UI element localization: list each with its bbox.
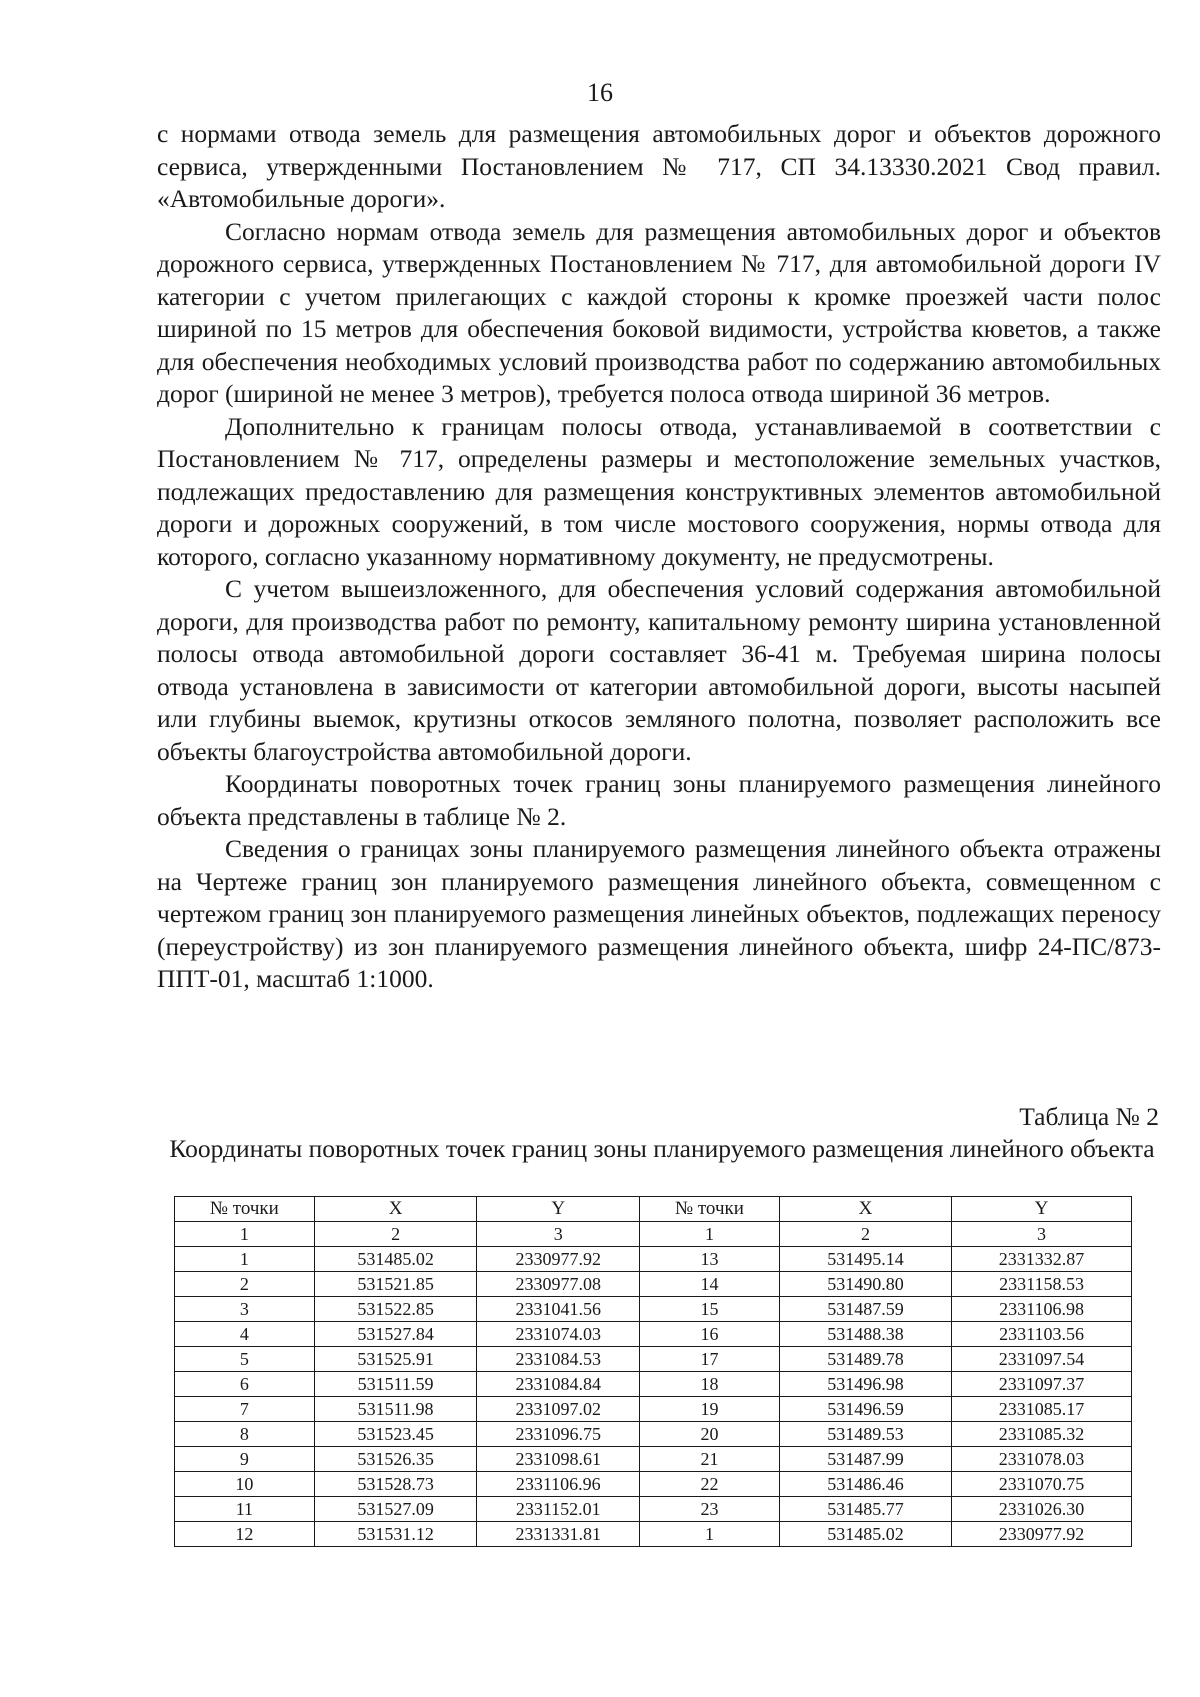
x-cell: 531527.84 bbox=[314, 1322, 477, 1347]
column-number: 1 bbox=[640, 1222, 780, 1247]
table-row bbox=[175, 1447, 1132, 1472]
table-row bbox=[175, 1497, 1132, 1522]
paragraph-2: Согласно нормам отвода земель для размещения автомобильных дорог и объектов дорожного сервиса, утвержденных Постановлением № 717, для автомобильной дороги IV категории с учетом прилегающих с каждой стороны к кромке проезжей части полос шириной по 15 метров для обеспечения боковой видимости, устройства кюветов, а также для обеспечения необходимых условий производства работ по содержанию автомобильных дорог (шириной не менее 3 метров), требуется полоса отвода шириной 36 метров. bbox=[157, 216, 1161, 408]
x-cell: 531531.12 bbox=[314, 1522, 477, 1547]
y-cell: 2330977.92 bbox=[952, 1522, 1132, 1547]
page-number: 16 bbox=[587, 78, 613, 107]
x-cell: 531526.35 bbox=[314, 1447, 477, 1472]
x-cell: 531522.85 bbox=[314, 1297, 477, 1322]
coordinates-table bbox=[174, 1196, 1132, 1547]
x-cell: 531490.80 bbox=[779, 1272, 951, 1297]
point-number-cell: 5 bbox=[175, 1347, 315, 1372]
header-point-number: № точки bbox=[175, 1197, 315, 1222]
point-number-cell: 23 bbox=[640, 1497, 780, 1522]
x-cell: 531496.59 bbox=[779, 1397, 951, 1422]
point-number-cell: 18 bbox=[640, 1372, 780, 1397]
point-number-cell: 1 bbox=[175, 1247, 315, 1272]
point-number-cell: 6 bbox=[175, 1372, 315, 1397]
x-cell: 531485.77 bbox=[779, 1497, 951, 1522]
x-cell: 531488.38 bbox=[779, 1322, 951, 1347]
point-number-cell: 2 bbox=[175, 1272, 315, 1297]
y-cell: 2331084.53 bbox=[477, 1347, 640, 1372]
x-cell: 531527.09 bbox=[314, 1497, 477, 1522]
x-cell: 531487.99 bbox=[779, 1447, 951, 1472]
paragraph-3: Дополнительно к границам полосы отвода, устанавливаемой в соответствии с Постановлением № 717, определены размеры и местоположение земельных участков, подлежащих предоставлению для размещения конструктивных элементов автомобильной дороги и дорожных сооружений, в том числе мостового сооружения, нормы отвода для которого, согласно указанному нормативному документу, не предусмотрены. bbox=[157, 411, 1161, 571]
table-body bbox=[175, 1247, 1132, 1547]
x-cell: 531511.59 bbox=[314, 1372, 477, 1397]
paragraph-1: с нормами отвода земель для размещения автомобильных дорог и объектов дорожного сервиса, утвержденными Постановлением № 717, СП 34.13330.2021 Свод правил. «Автомобильные дороги». bbox=[157, 119, 1161, 213]
column-number: 3 bbox=[952, 1222, 1132, 1247]
x-cell: 531528.73 bbox=[314, 1472, 477, 1497]
x-cell: 531495.14 bbox=[779, 1247, 951, 1272]
table-row bbox=[175, 1422, 1132, 1447]
column-number: 2 bbox=[314, 1222, 477, 1247]
y-cell: 2331078.03 bbox=[952, 1447, 1132, 1472]
y-cell: 2331041.56 bbox=[477, 1297, 640, 1322]
table-column-number-row bbox=[175, 1222, 1132, 1247]
point-number-cell: 14 bbox=[640, 1272, 780, 1297]
y-cell: 2330977.08 bbox=[477, 1272, 640, 1297]
x-cell: 531523.45 bbox=[314, 1422, 477, 1447]
table-row bbox=[175, 1472, 1132, 1497]
column-number: 3 bbox=[477, 1222, 640, 1247]
y-cell: 2331070.75 bbox=[952, 1472, 1132, 1497]
point-number-cell: 22 bbox=[640, 1472, 780, 1497]
x-cell: 531487.59 bbox=[779, 1297, 951, 1322]
y-cell: 2331084.84 bbox=[477, 1372, 640, 1397]
table-row bbox=[175, 1247, 1132, 1272]
header-point-number: № точки bbox=[640, 1197, 780, 1222]
table-label: Таблица № 2 bbox=[1019, 1102, 1159, 1131]
header-y: Y bbox=[952, 1197, 1132, 1222]
x-cell: 531485.02 bbox=[779, 1522, 951, 1547]
x-cell: 531485.02 bbox=[314, 1247, 477, 1272]
point-number-cell: 1 bbox=[640, 1522, 780, 1547]
point-number-cell: 21 bbox=[640, 1447, 780, 1472]
table-row bbox=[175, 1522, 1132, 1547]
y-cell: 2331152.01 bbox=[477, 1497, 640, 1522]
x-cell: 531489.78 bbox=[779, 1347, 951, 1372]
point-number-cell: 15 bbox=[640, 1297, 780, 1322]
y-cell: 2331098.61 bbox=[477, 1447, 640, 1472]
y-cell: 2330977.92 bbox=[477, 1247, 640, 1272]
y-cell: 2331103.56 bbox=[952, 1322, 1132, 1347]
x-cell: 531486.46 bbox=[779, 1472, 951, 1497]
point-number-cell: 20 bbox=[640, 1422, 780, 1447]
y-cell: 2331106.96 bbox=[477, 1472, 640, 1497]
y-cell: 2331097.02 bbox=[477, 1397, 640, 1422]
x-cell: 531521.85 bbox=[314, 1272, 477, 1297]
header-x: X bbox=[779, 1197, 951, 1222]
point-number-cell: 11 bbox=[175, 1497, 315, 1522]
x-cell: 531489.53 bbox=[779, 1422, 951, 1447]
y-cell: 2331158.53 bbox=[952, 1272, 1132, 1297]
point-number-cell: 16 bbox=[640, 1322, 780, 1347]
table-row bbox=[175, 1397, 1132, 1422]
y-cell: 2331332.87 bbox=[952, 1247, 1132, 1272]
table-row bbox=[175, 1372, 1132, 1397]
y-cell: 2331085.32 bbox=[952, 1422, 1132, 1447]
x-cell: 531496.98 bbox=[779, 1372, 951, 1397]
point-number-cell: 9 bbox=[175, 1447, 315, 1472]
y-cell: 2331026.30 bbox=[952, 1497, 1132, 1522]
table-row bbox=[175, 1347, 1132, 1372]
y-cell: 2331106.98 bbox=[952, 1297, 1132, 1322]
point-number-cell: 3 bbox=[175, 1297, 315, 1322]
table-row bbox=[175, 1322, 1132, 1347]
paragraph-6: Сведения о границах зоны планируемого размещения линейного объекта отражены на Чертеже границ зон планируемого размещения линейного объекта, совмещенном с чертежом границ зон планируемого размещения линейных объектов, подлежащих переносу (переустройству) из зон планируемого размещения линейного объекта, шифр 24-ПС/873-ППТ-01, масштаб 1:1000. bbox=[157, 834, 1161, 993]
header-y: Y bbox=[477, 1197, 640, 1222]
table-header-row bbox=[175, 1197, 1132, 1222]
y-cell: 2331331.81 bbox=[477, 1522, 640, 1547]
y-cell: 2331074.03 bbox=[477, 1322, 640, 1347]
point-number-cell: 19 bbox=[640, 1397, 780, 1422]
y-cell: 2331097.37 bbox=[952, 1372, 1132, 1397]
y-cell: 2331085.17 bbox=[952, 1397, 1132, 1422]
x-cell: 531511.98 bbox=[314, 1397, 477, 1422]
body-text bbox=[157, 118, 1161, 996]
paragraph-4: С учетом вышеизложенного, для обеспечения условий содержания автомобильной дороги, для производства работ по ремонту, капитальному ремонту ширина установленной полосы отвода автомобильной дороги составляет 36-41 м. Требуемая ширина полосы отвода установлена в зависимости от категории автомобильной дороги, высоты насыпей или глубины выемок, крутизны откосов земляного полотна, позволяет расположить все объекты благоустройства автомобильной дороги. bbox=[157, 574, 1161, 766]
column-number: 2 bbox=[779, 1222, 951, 1247]
y-cell: 2331096.75 bbox=[477, 1422, 640, 1447]
paragraph-5: Координаты поворотных точек границ зоны планируемого размещения линейного объекта представлены в таблице № 2. bbox=[157, 769, 1161, 831]
point-number-cell: 17 bbox=[640, 1347, 780, 1372]
point-number-cell: 4 bbox=[175, 1322, 315, 1347]
column-number: 1 bbox=[175, 1222, 315, 1247]
table-row bbox=[175, 1272, 1132, 1297]
point-number-cell: 12 bbox=[175, 1522, 315, 1547]
point-number-cell: 13 bbox=[640, 1247, 780, 1272]
x-cell: 531525.91 bbox=[314, 1347, 477, 1372]
header-x: X bbox=[314, 1197, 477, 1222]
point-number-cell: 8 bbox=[175, 1422, 315, 1447]
point-number-cell: 7 bbox=[175, 1397, 315, 1422]
y-cell: 2331097.54 bbox=[952, 1347, 1132, 1372]
table-row bbox=[175, 1297, 1132, 1322]
table-caption: Координаты поворотных точек границ зоны планируемого размещения линейного объекта bbox=[169, 1134, 1155, 1163]
point-number-cell: 10 bbox=[175, 1472, 315, 1497]
